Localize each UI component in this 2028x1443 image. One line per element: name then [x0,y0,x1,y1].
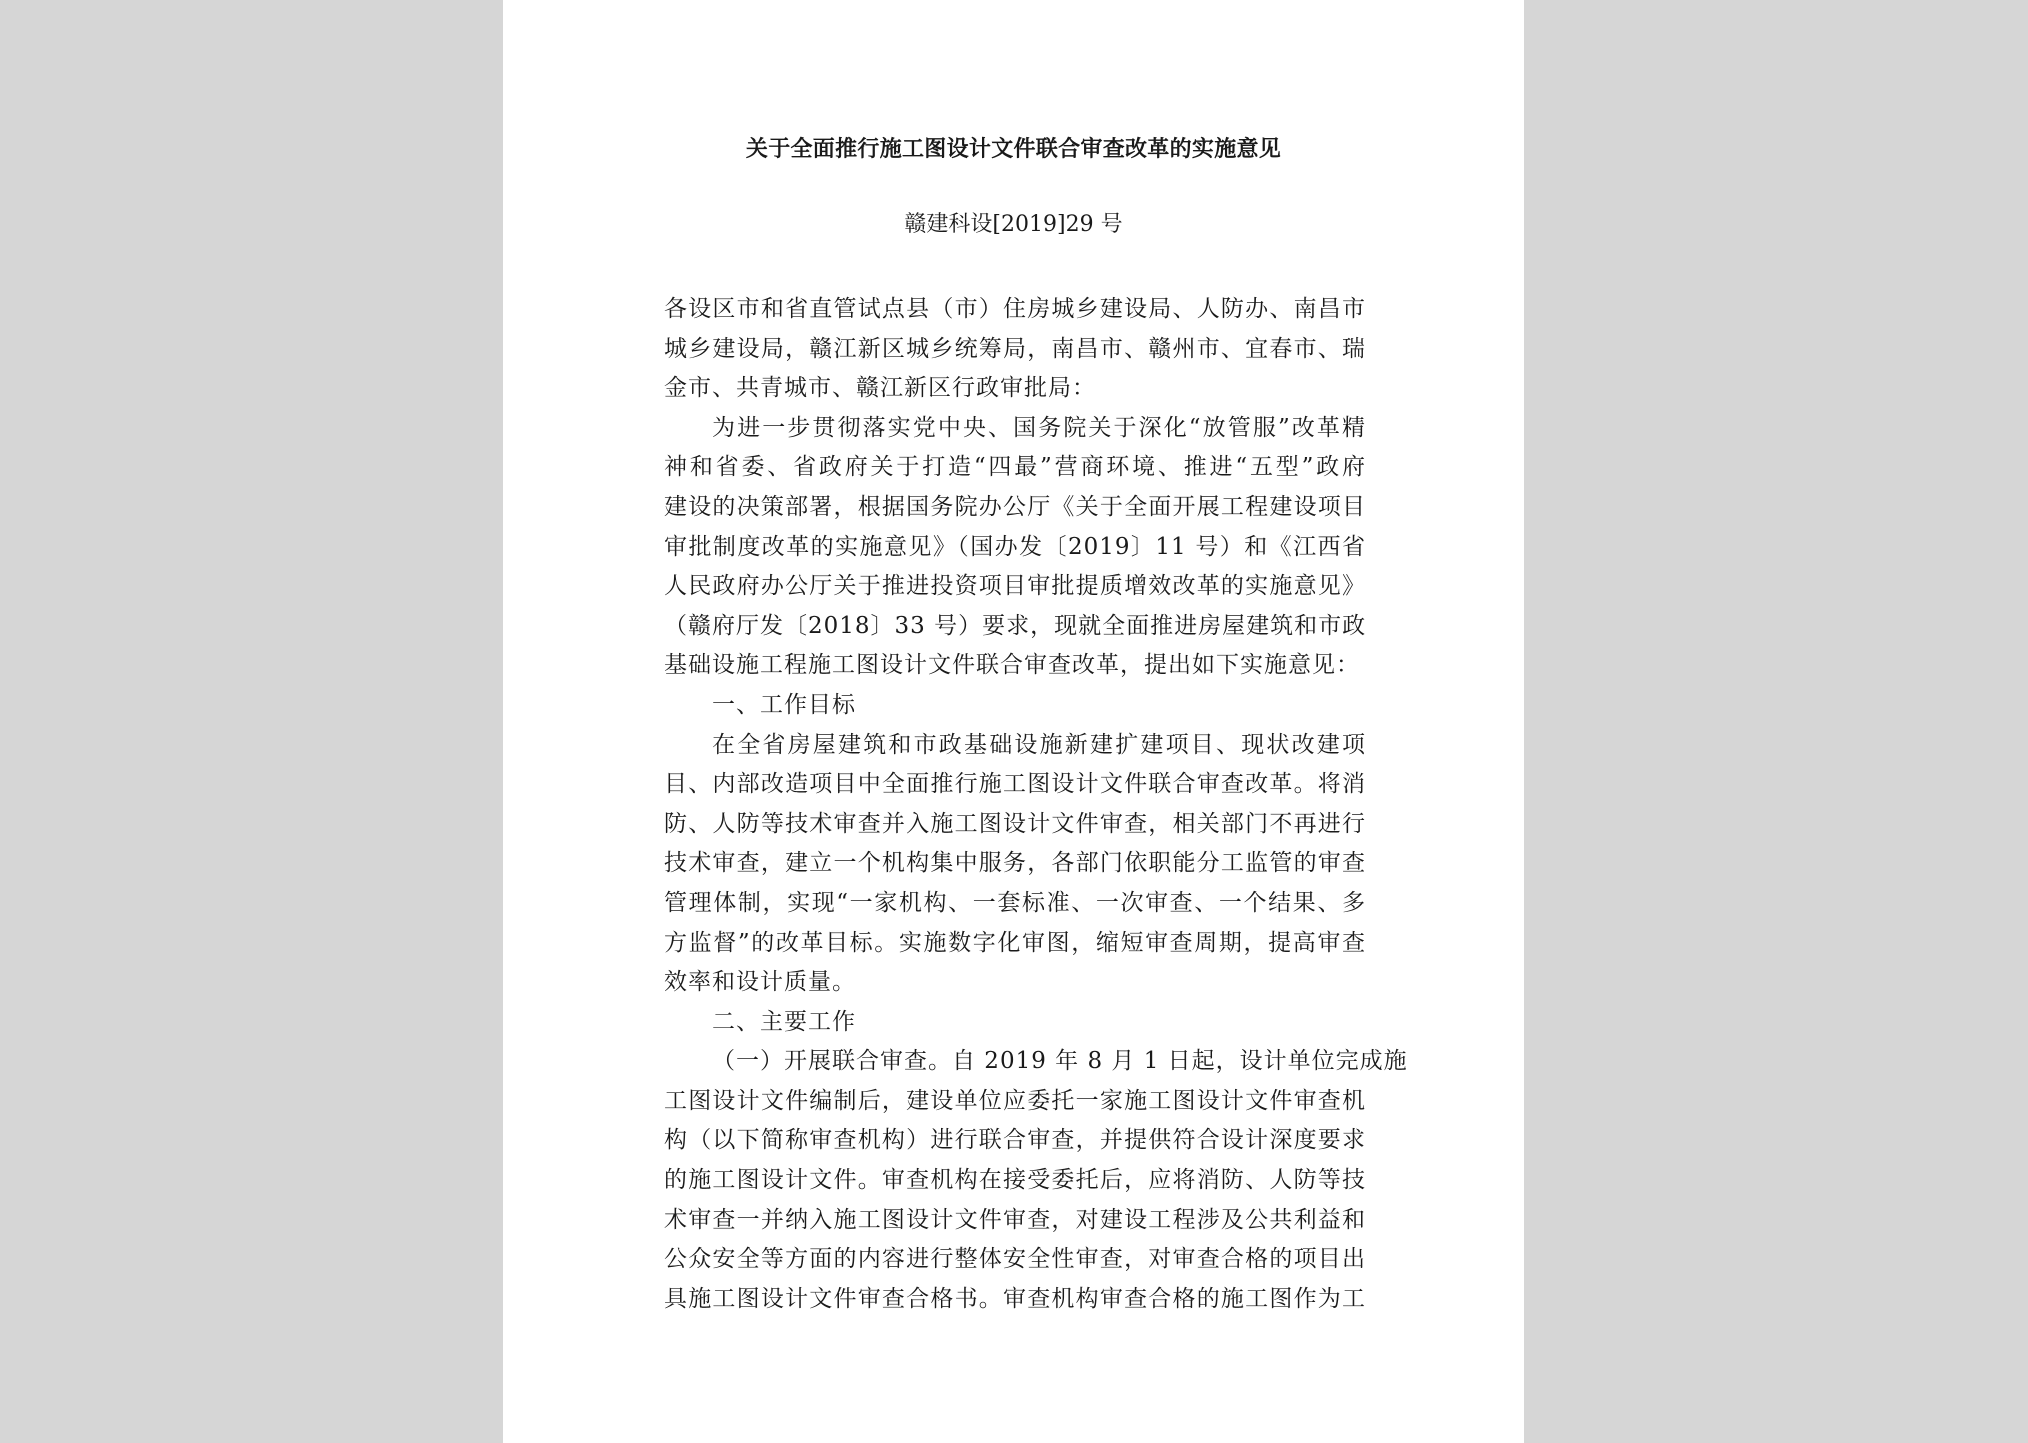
text-line: 人民政府办公厅关于推进投资项目审批提质增效改革的实施意见》 [664,573,1366,600]
document-number: 赣建科设[2019]29 号 [904,212,1123,237]
text-line: 金市、共青城市、赣江新区行政审批局： [664,375,1096,402]
text-line: 一、工作目标 [712,691,856,718]
text-line: 具施工图设计文件审查合格书。审查机构审查合格的施工图作为工 [664,1285,1366,1312]
text-line: 技术审查，建立一个机构集中服务，各部门依职能分工监管的审查 [664,850,1366,877]
text-line: 公众安全等方面的内容进行整体安全性审查，对审查合格的项目出 [664,1246,1366,1273]
text-line: 各设区市和省直管试点县（市）住房城乡建设局、人防办、南昌市 [664,296,1366,322]
text-line: 目、内部改造项目中全面推行施工图设计文件联合审查改革。将消 [664,771,1366,798]
text-line: 效率和设计质量。 [664,969,856,996]
text-line: （赣府厅发〔2018〕33 号）要求，现就全面推进房屋建筑和市政 [664,612,1367,639]
document-body [664,290,1408,1319]
text-line: 防、人防等技术审查并入施工图设计文件审查，相关部门不再进行 [664,810,1366,837]
text-line: 建设的决策部署，根据国务院办公厅《关于全面开展工程建设项目 [664,493,1366,520]
text-line: 为进一步贯彻落实党中央、国务院关于深化“放管服”改革精 [712,414,1366,441]
document-page [503,0,1524,1443]
document-title: 关于全面推行施工图设计文件联合审查改革的实施意见 [745,136,1282,162]
text-line: 管理体制，实现“一家机构、一套标准、一次审查、一个结果、多 [664,889,1366,916]
text-line: 工图设计文件编制后，建设单位应委托一家施工图设计文件审查机 [664,1087,1366,1114]
text-line: 在全省房屋建筑和市政基础设施新建扩建项目、现状改建项 [712,731,1366,758]
text-line: 城乡建设局，赣江新区城乡统筹局，南昌市、赣州市、宜春市、瑞 [664,335,1366,362]
text-line: 二、主要工作 [712,1008,856,1035]
text-line: 方监督”的改革目标。实施数字化审图，缩短审查周期，提高审查 [664,929,1366,956]
text-line: （一）开展联合审查。自 2019 年 8 月 1 日起，设计单位完成施 [712,1048,1408,1075]
text-line: 的施工图设计文件。审查机构在接受委托后，应将消防、人防等技 [664,1167,1366,1194]
text-line: 神和省委、省政府关于打造“四最”营商环境、推进“五型”政府 [664,454,1366,481]
text-line: 基础设施工程施工图设计文件联合审查改革，提出如下实施意见： [664,652,1360,679]
text-line: 构（以下简称审查机构）进行联合审查，并提供符合设计深度要求 [664,1127,1366,1154]
text-line: 审批制度改革的实施意见》（国办发〔2019〕11 号）和《江西省 [664,533,1366,560]
text-line: 术审查一并纳入施工图设计文件审查，对建设工程涉及公共利益和 [664,1206,1366,1233]
